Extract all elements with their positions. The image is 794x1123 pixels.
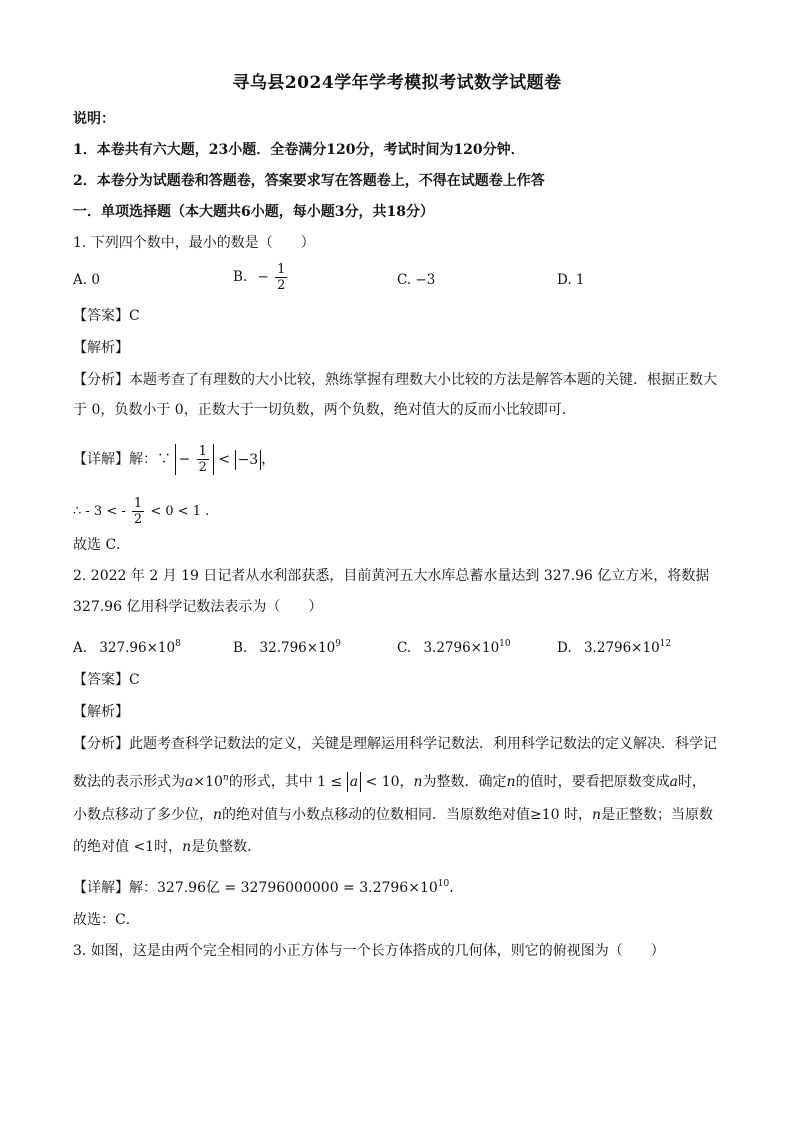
q2-detail-text: 解：327.96亿 = 32796000000 = 3.2796×10 [129,880,438,896]
q2-choose: 故选：C． [73,912,140,928]
q2-formula-exp: n [222,773,229,783]
q2-fenxi-4n: n [182,839,192,855]
q1-conclusion-prefix: ∴ - 3 < - [73,504,126,519]
q1-analysis-tag: 【解析】 [73,340,129,356]
q2-fenxi-line2 [73,768,706,792]
q1-detail-abs1 [175,444,213,475]
q2-detail-tag: 【详解】 [73,880,129,896]
q2-fenxi-2a2: a [669,774,678,790]
q2-fenxi-3c: 是正整数；当原数 [601,807,714,823]
q1-detail-lt: < [218,451,231,468]
q1-conclusion-denominator: 2 [133,512,143,527]
q2-stem-line1: 2. 2022 年 2 月 19 日记者从水利部获悉，目前黄河五大水库总蓄水量达到 327.96 亿立方米，将数据 [73,568,710,584]
q1-answer [73,306,140,326]
q2-option-b[interactable] [233,634,341,658]
q2-ineq-abs [347,772,361,792]
q1-option-b-label: B. [233,269,248,285]
q2-option-c-label: C. [397,640,412,656]
q2-fenxi-3a: 小数点移动了多少位， [73,807,213,823]
q3-stem: 3. 如图，这是由两个完全相同的小正方体与一个长方体搭成的几何体，则它的俯视图为（ ） [73,943,665,959]
q2-fenxi-2d: 为整数．确定 [422,774,507,790]
q2-fenxi-line4 [73,837,261,857]
q2-answer-tag: 【答案】 [73,672,129,688]
q1-conclusion [73,496,209,527]
q2-option-b-base: 32.796×10 [259,640,336,656]
q2-fenxi-3n2: n [592,807,602,823]
q1-fenxi-tag: 【分析】 [73,372,129,388]
q1-fenxi-line2: 于 0，负数小于 0，正数大于一切负数，两个负数，绝对值大的反而小比较即可． [73,402,576,418]
q2-analysis-tag: 【解析】 [73,704,129,720]
q1-detail-abs2-value: −3 [237,451,259,468]
section-heading: 一．单项选择题（本大题共6小题，每小题3分，共18分） [73,204,434,220]
q1-conclusion-numerator: 1 [133,496,143,511]
q1-detail-suffix: ， [261,451,276,468]
instructions-heading: 说明： [73,111,115,127]
q2-option-c-base: 3.2796×10 [423,640,500,656]
q2-ineq-b: < 10 [365,774,400,790]
q2-option-a-base: 327.96×10 [99,640,176,656]
q2-formula-b: ×10 [193,774,223,790]
q1-option-a[interactable]: A. 0 [73,272,100,288]
q1-detail-denominator: 2 [198,460,207,475]
q2-fenxi-2e: 的值时，要看把原数变成 [515,774,670,790]
q2-option-d-exp: 12 [659,639,672,649]
q2-answer-value: C [129,672,140,688]
q2-fenxi-3b: 的绝对值与小数点移动的位数相同．当原数绝对值≥10 时， [222,807,593,823]
q1-option-d[interactable]: D. 1 [557,272,585,288]
q2-ineq-var: a [349,774,359,790]
q2-option-b-exp: 9 [335,639,341,649]
q2-formula-a: a [185,774,194,790]
q1-answer-tag: 【答案】 [73,308,129,324]
q2-option-a-exp: 8 [175,639,181,649]
q1-detail-fraction [197,444,209,475]
page-title: 寻乌县2024学年学考模拟考试数学试题卷 [232,73,562,93]
instruction-1: 1．本卷共有六大题，23小题．全卷满分120分，考试时间为120分钟． [73,142,525,158]
q2-ineq-a: 1 ≤ [317,774,343,790]
q2-fenxi-2a: 数法的表示形式为 [73,774,185,790]
q2-option-d-label: D. [557,640,572,656]
q2-detail-exp: 10 [437,879,450,889]
q2-answer [73,670,140,690]
q1-fenxi-line1 [73,370,717,390]
q2-fenxi-2b: 的形式，其中 [228,774,313,790]
q1-fenxi-text1: 本题考查了有理数的大小比较，熟练掌握有理数大小比较的方法是解答本题的关键．根据正数大 [129,372,717,388]
q1-detail [73,444,275,475]
q2-fenxi-3n: n [213,807,223,823]
q2-fenxi-2n: n [413,774,423,790]
q2-detail-end: ． [449,880,464,896]
q1-option-b-fraction [275,262,287,293]
q2-option-d[interactable] [557,634,671,658]
q2-fenxi-2c: ， [399,774,414,790]
instruction-2: 2．本卷分为试题卷和答题卷，答案要求写在答题卷上，不得在试题卷上作答 [73,173,545,189]
q1-detail-prefix: 解：∵ [129,451,171,468]
q2-detail [73,874,463,898]
q2-fenxi-4b: 是负整数． [191,839,262,855]
q2-fenxi-2f: 时， [677,774,706,790]
q2-option-c[interactable] [397,634,511,658]
q1-detail-tag: 【详解】 [73,451,129,468]
q1-answer-value: C [129,308,140,324]
q1-stem: 1. 下列四个数中，最小的数是（ ） [73,235,315,251]
q2-stem-line2: 327.96 亿用科学记数法表示为（ ） [73,599,323,615]
q1-detail-abs1-sign: − [178,451,191,468]
q1-option-b-numerator: 1 [277,262,286,277]
q2-option-a-label: A. [73,640,88,656]
q2-fenxi-line3 [73,805,713,825]
q2-option-c-exp: 10 [499,639,511,649]
q1-conclusion-fraction [132,496,144,527]
q1-choose: 故选 C． [73,537,131,553]
q1-option-c[interactable]: C. −3 [397,272,436,288]
q1-option-b-sign: − [257,269,269,285]
q1-detail-numerator: 1 [198,444,207,459]
q2-fenxi-text1: 此题考查科学记数法的定义，关键是理解运用科学记数法．利用科学记数法的定义解决．科学记 [129,736,717,752]
q2-option-d-base: 3.2796×10 [583,640,660,656]
q1-option-b-denominator: 2 [277,278,286,293]
q2-fenxi-tag: 【分析】 [73,736,129,752]
q2-option-b-label: B. [233,640,248,656]
q2-option-a[interactable] [73,634,181,658]
q2-fenxi-line1 [73,734,717,754]
q2-fenxi-2n2: n [506,774,516,790]
q1-conclusion-suffix: < 0 < 1 . [150,504,210,519]
q1-detail-abs2 [235,450,262,470]
q2-fenxi-4a: 的绝对值 <1时， [73,839,183,855]
q1-option-b[interactable] [233,262,289,293]
